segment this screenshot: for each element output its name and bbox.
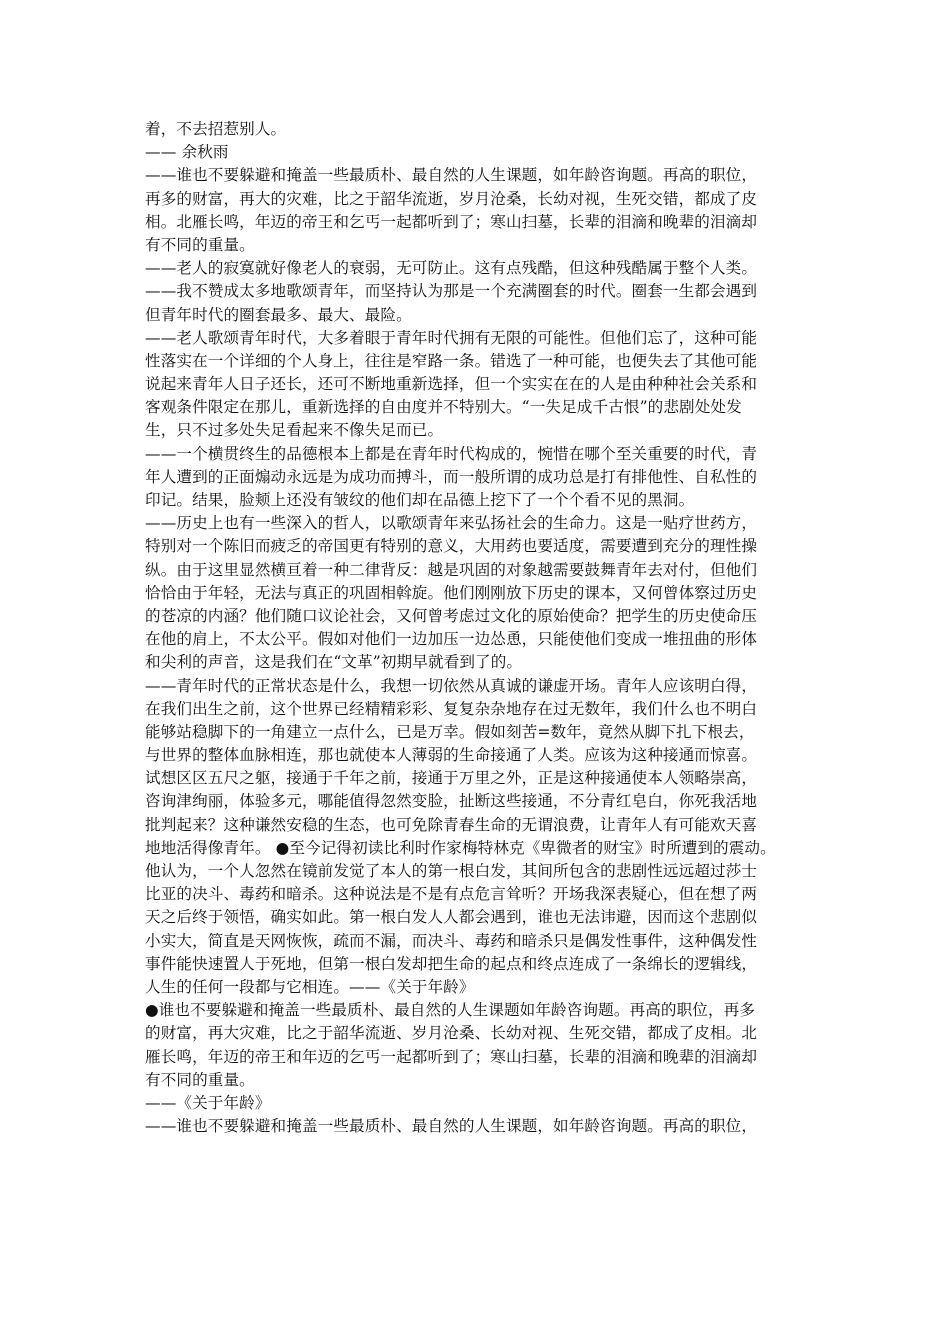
body-text <box>145 118 825 1138</box>
text-line: 咨询津绚丽，体验多元，哪能值得忽然变脸，扯断这些接通，不分青红皂白，你死我活地 <box>145 792 758 811</box>
text-line: 恰恰由于年轻，无法与真正的巩固相斡旋。他们刚刚放下历史的课本，又何曾体察过历史 <box>145 583 758 602</box>
text-line: 有不同的重量。 <box>145 235 255 254</box>
text-line: 纵。由于这里显然横亘着一种二律背反：越是巩固的对象越需要鼓舞青年去对付，但他们 <box>145 560 758 579</box>
text-line: ——谁也不要躲避和掩盖一些最质朴、最自然的人生课题，如年龄咨询题。再高的职位， <box>145 1117 758 1136</box>
text-line: 比亚的决斗、毒药和暗杀。这种说法是不是有点危言耸听？开场我深表疑心，但在想了两 <box>145 885 758 904</box>
text-line: 批判起来？这种谦然安稳的生态，也可免除青春生命的无谓浪费，让青年人有可能欢天喜 <box>145 815 758 834</box>
text-line: 试想区区五尺之躯，接通于千年之前，接通于万里之外，正是这种接通使本人领略崇高， <box>145 769 758 788</box>
text-line: 相。北雁长鸣，年迈的帝王和乞丐一起都听到了；寒山扫墓，长辈的泪滴和晚辈的泪滴却 <box>145 212 758 231</box>
text-line: 再多的财富，再大的灾难，比之于韶华流逝，岁月沧桑，长幼对视，生死交错，都成了皮 <box>145 189 758 208</box>
text-line: 有不同的重量。 <box>145 1070 255 1089</box>
text-line: 但青年时代的圈套最多、最大、最险。 <box>145 305 412 324</box>
text-line: 在我们出生之前，这个世界已经精精彩彩、复复杂杂地存在过无数年，我们什么也不明白 <box>145 699 758 718</box>
text-line: ——老人的寂寞就好像老人的衰弱，无可防止。这有点残酷，但这种残酷属于整个人类。 <box>145 259 758 278</box>
text-line: 事件能快速置人于死地，但第一根白发却把生命的起点和终点连成了一条绵长的逻辑线， <box>145 954 758 973</box>
text-line: 说起来青年人日子还长，还可不断地重新选择，但一个实实在在的人是由种种社会关系和 <box>145 375 758 394</box>
text-line: 雁长鸣，年迈的帝王和年迈的乞丐一起都听到了；寒山扫墓，长辈的泪滴和晚辈的泪滴却 <box>145 1047 758 1066</box>
text-line: 和尖利的声音，这是我们在“文革”初期早就看到了的。 <box>145 653 523 672</box>
text-line: 特别对一个陈旧而疲乏的帝国更有特别的意义，大用药也要适度，需要遭到充分的理性操 <box>145 537 758 556</box>
text-line: 他认为，一个人忽然在镜前发觉了本人的第一根白发，其间所包含的悲剧性远远超过莎士 <box>145 862 758 880</box>
text-line: 性落实在一个详细的个人身上，往往是窄路一条。错选了一种可能，也便失去了其他可能 <box>145 351 758 370</box>
text-line: ●谁也不要躲避和掩盖一些最质朴、最自然的人生课题如年龄咨询题。再高的职位，再多 <box>145 1001 756 1020</box>
text-line: ——老人歌颂青年时代，大多着眼于青年时代拥有无限的可能性。但他们忘了，这种可能 <box>145 328 758 347</box>
text-line: ——谁也不要躲避和掩盖一些最质朴、最自然的人生课题，如年龄咨询题。再高的职位， <box>145 166 758 185</box>
text-line: 地地活得像青年。 ●至今记得初读比利时作家梅特林克《卑微者的财宝》时所遭到的震动。 <box>145 838 776 857</box>
text-line: ——青年时代的正常状态是什么，我想一切依然从真诚的谦虚开场。青年人应该明白得， <box>145 676 758 695</box>
text-line: 客观条件限定在那儿，重新选择的自由度并不特别大。“一失足成千古恨”的悲剧处处发 <box>145 398 742 417</box>
text-line: 的财富，再大灾难，比之于韶华流逝、岁月沧桑、长幼对视、生死交错，都成了皮相。北 <box>145 1024 758 1043</box>
text-line: 与世界的整体血脉相连，那也就使本人薄弱的生命接通了人类。应该为这种接通而惊喜。 <box>145 746 758 765</box>
text-line: —— 余秋雨 <box>145 143 229 162</box>
text-line: 天之后终于领悟，确实如此。第一根白发人人都会遇到，谁也无法讳避，因而这个悲剧似 <box>145 908 758 927</box>
text-line: 的苍凉的内涵？他们随口议论社会，又何曾考虑过文化的原始使命？把学生的历史使命压 <box>145 606 758 625</box>
text-line: ——一个横贯终生的品德根本上都是在青年时代构成的，惋惜在哪个至关重要的时代，青 <box>145 444 758 463</box>
text-line: ——历史上也有一些深入的哲人，以歌颂青年来弘扬社会的生命力。这是一贴疗世药方， <box>145 514 758 533</box>
text-line: 印记。结果，脸颊上还没有皱纹的他们却在品德上挖下了一个个看不见的黑洞。 <box>145 491 695 509</box>
text-line: 在他的肩上，不太公平。假如对他们一边加压一边怂恿，只能使他们变成一堆扭曲的形体 <box>145 630 758 649</box>
text-line: 能够站稳脚下的一角建立一点什么，已是万幸。假如刻苦=数年，竟然从脚下扎下根去， <box>145 722 755 741</box>
text-line: 年人遭到的正面煽动永远是为成功而搏斗，而一般所谓的成功总是打有排他性、自私性的 <box>145 467 758 486</box>
text-line: 小实大，简直是天网恢恢，疏而不漏，而决斗、毒药和暗杀只是偶发性事件，这种偶发性 <box>145 931 758 950</box>
text-line: 人生的任何一段都与它相连。——《关于年龄》 <box>145 977 475 996</box>
text-line: 生，只不过多处失足看起来不像失足而已。 <box>145 421 444 440</box>
text-line: ——我不赞成太多地歌颂青年，而坚持认为那是一个充满圈套的时代。圈套一生都会遇到 <box>145 282 758 301</box>
text-line: 着，不去招惹别人。 <box>145 120 287 138</box>
text-line: ——《关于年龄》 <box>145 1093 271 1112</box>
